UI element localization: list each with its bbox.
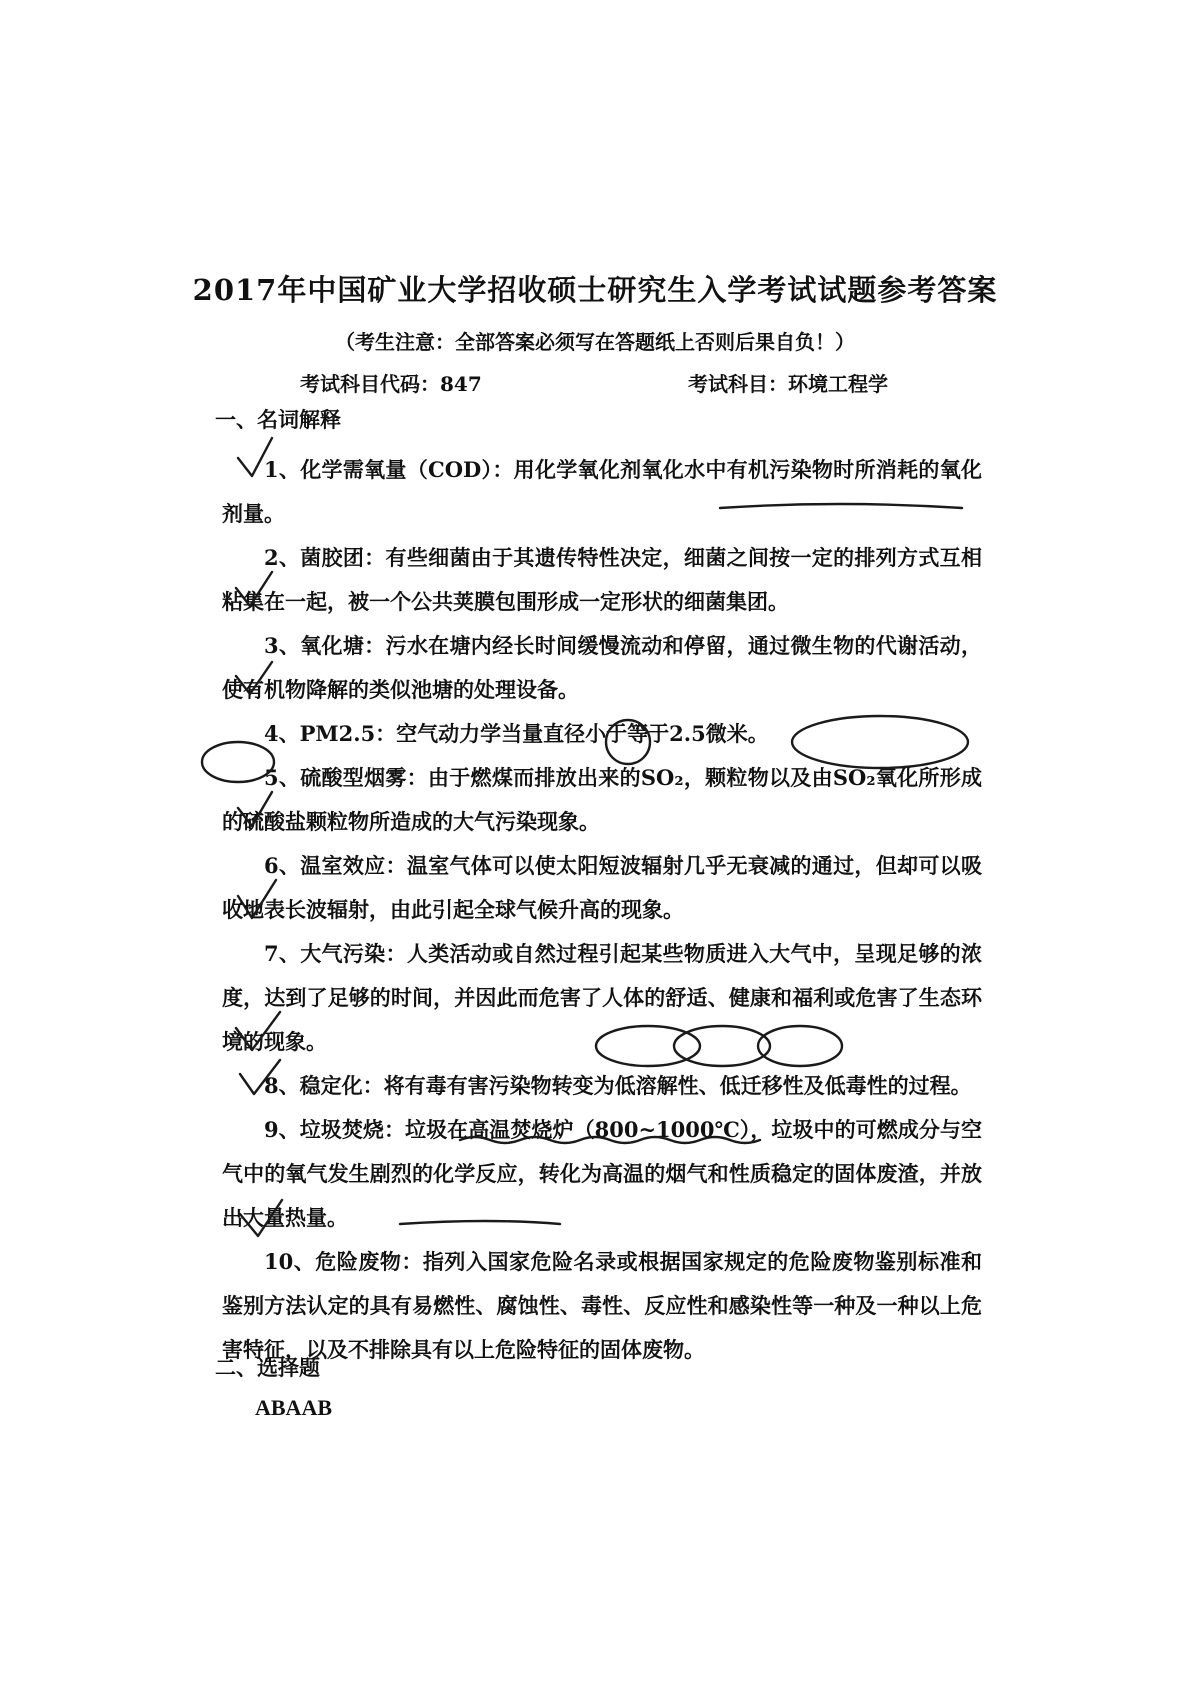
choice-answers: ABAAB — [255, 1395, 333, 1420]
term-item-4: 4、PM2.5：空气动力学当量直径小于等于2.5微米。 — [264, 721, 769, 746]
section-heading-terms: 一、名词解释 — [215, 407, 341, 432]
term-item-9: 9、垃圾焚烧：垃圾在高温焚烧炉（800~1000℃），垃圾中的可燃成分与空气中的氧气发生剧烈的化学反应，转化为高温的烟气和性质稳定的固体废渣，并放出大量热量。 — [222, 1117, 982, 1230]
exam-notice: （考生注意：全部答案必须写在答题纸上否则后果自负！） — [335, 330, 855, 354]
term-item-7: 7、大气污染：人类活动或自然过程引起某些物质进入大气中，呈现足够的浓度，达到了足够的时间，并因此而危害了人体的舒适、健康和福利或危害了生态环境的现象。 — [222, 941, 982, 1054]
subject-name: 考试科目：环境工程学 — [688, 372, 888, 396]
subject-code: 考试科目代码：847 — [300, 372, 482, 396]
document-title: 2017年中国矿业大学招收硕士研究生入学考试试题参考答案 — [192, 273, 998, 307]
term-item-6: 6、温室效应：温室气体可以使太阳短波辐射几乎无衰减的通过，但却可以吸收地表长波辐射，由此引起全球气候升高的现象。 — [222, 853, 982, 922]
term-item-5: 5、硫酸型烟雾：由于燃煤而排放出来的SO₂，颗粒物以及由SO₂氧化所形成的硫酸盐颗粒物所造成的大气污染现象。 — [222, 765, 982, 834]
term-list — [222, 448, 982, 1372]
term-item-8: 8、稳定化：将有毒有害污染物转变为低溶解性、低迁移性及低毒性的过程。 — [264, 1073, 972, 1098]
term-item-10: 10、危险废物：指列入国家危险名录或根据国家规定的危险废物鉴别标准和鉴别方法认定的具有易燃性、腐蚀性、毒性、反应性和感染性等一种及一种以上危害特征，以及不排除具有以上危险特征的固体废物。 — [222, 1249, 982, 1362]
section-heading-choice: 二、选择题 — [215, 1355, 320, 1380]
term-item-2: 2、菌胶团：有些细菌由于其遗传特性决定，细菌之间按一定的排列方式互相粘集在一起，被一个公共荚膜包围形成一定形状的细菌集团。 — [222, 545, 982, 614]
term-item-3: 3、氧化塘：污水在塘内经长时间缓慢流动和停留，通过微生物的代谢活动，使有机物降解的类似池塘的处理设备。 — [222, 633, 982, 702]
term-item-1: 1、化学需氧量（COD）：用化学氧化剂氧化水中有机污染物时所消耗的氧化剂量。 — [222, 457, 982, 526]
